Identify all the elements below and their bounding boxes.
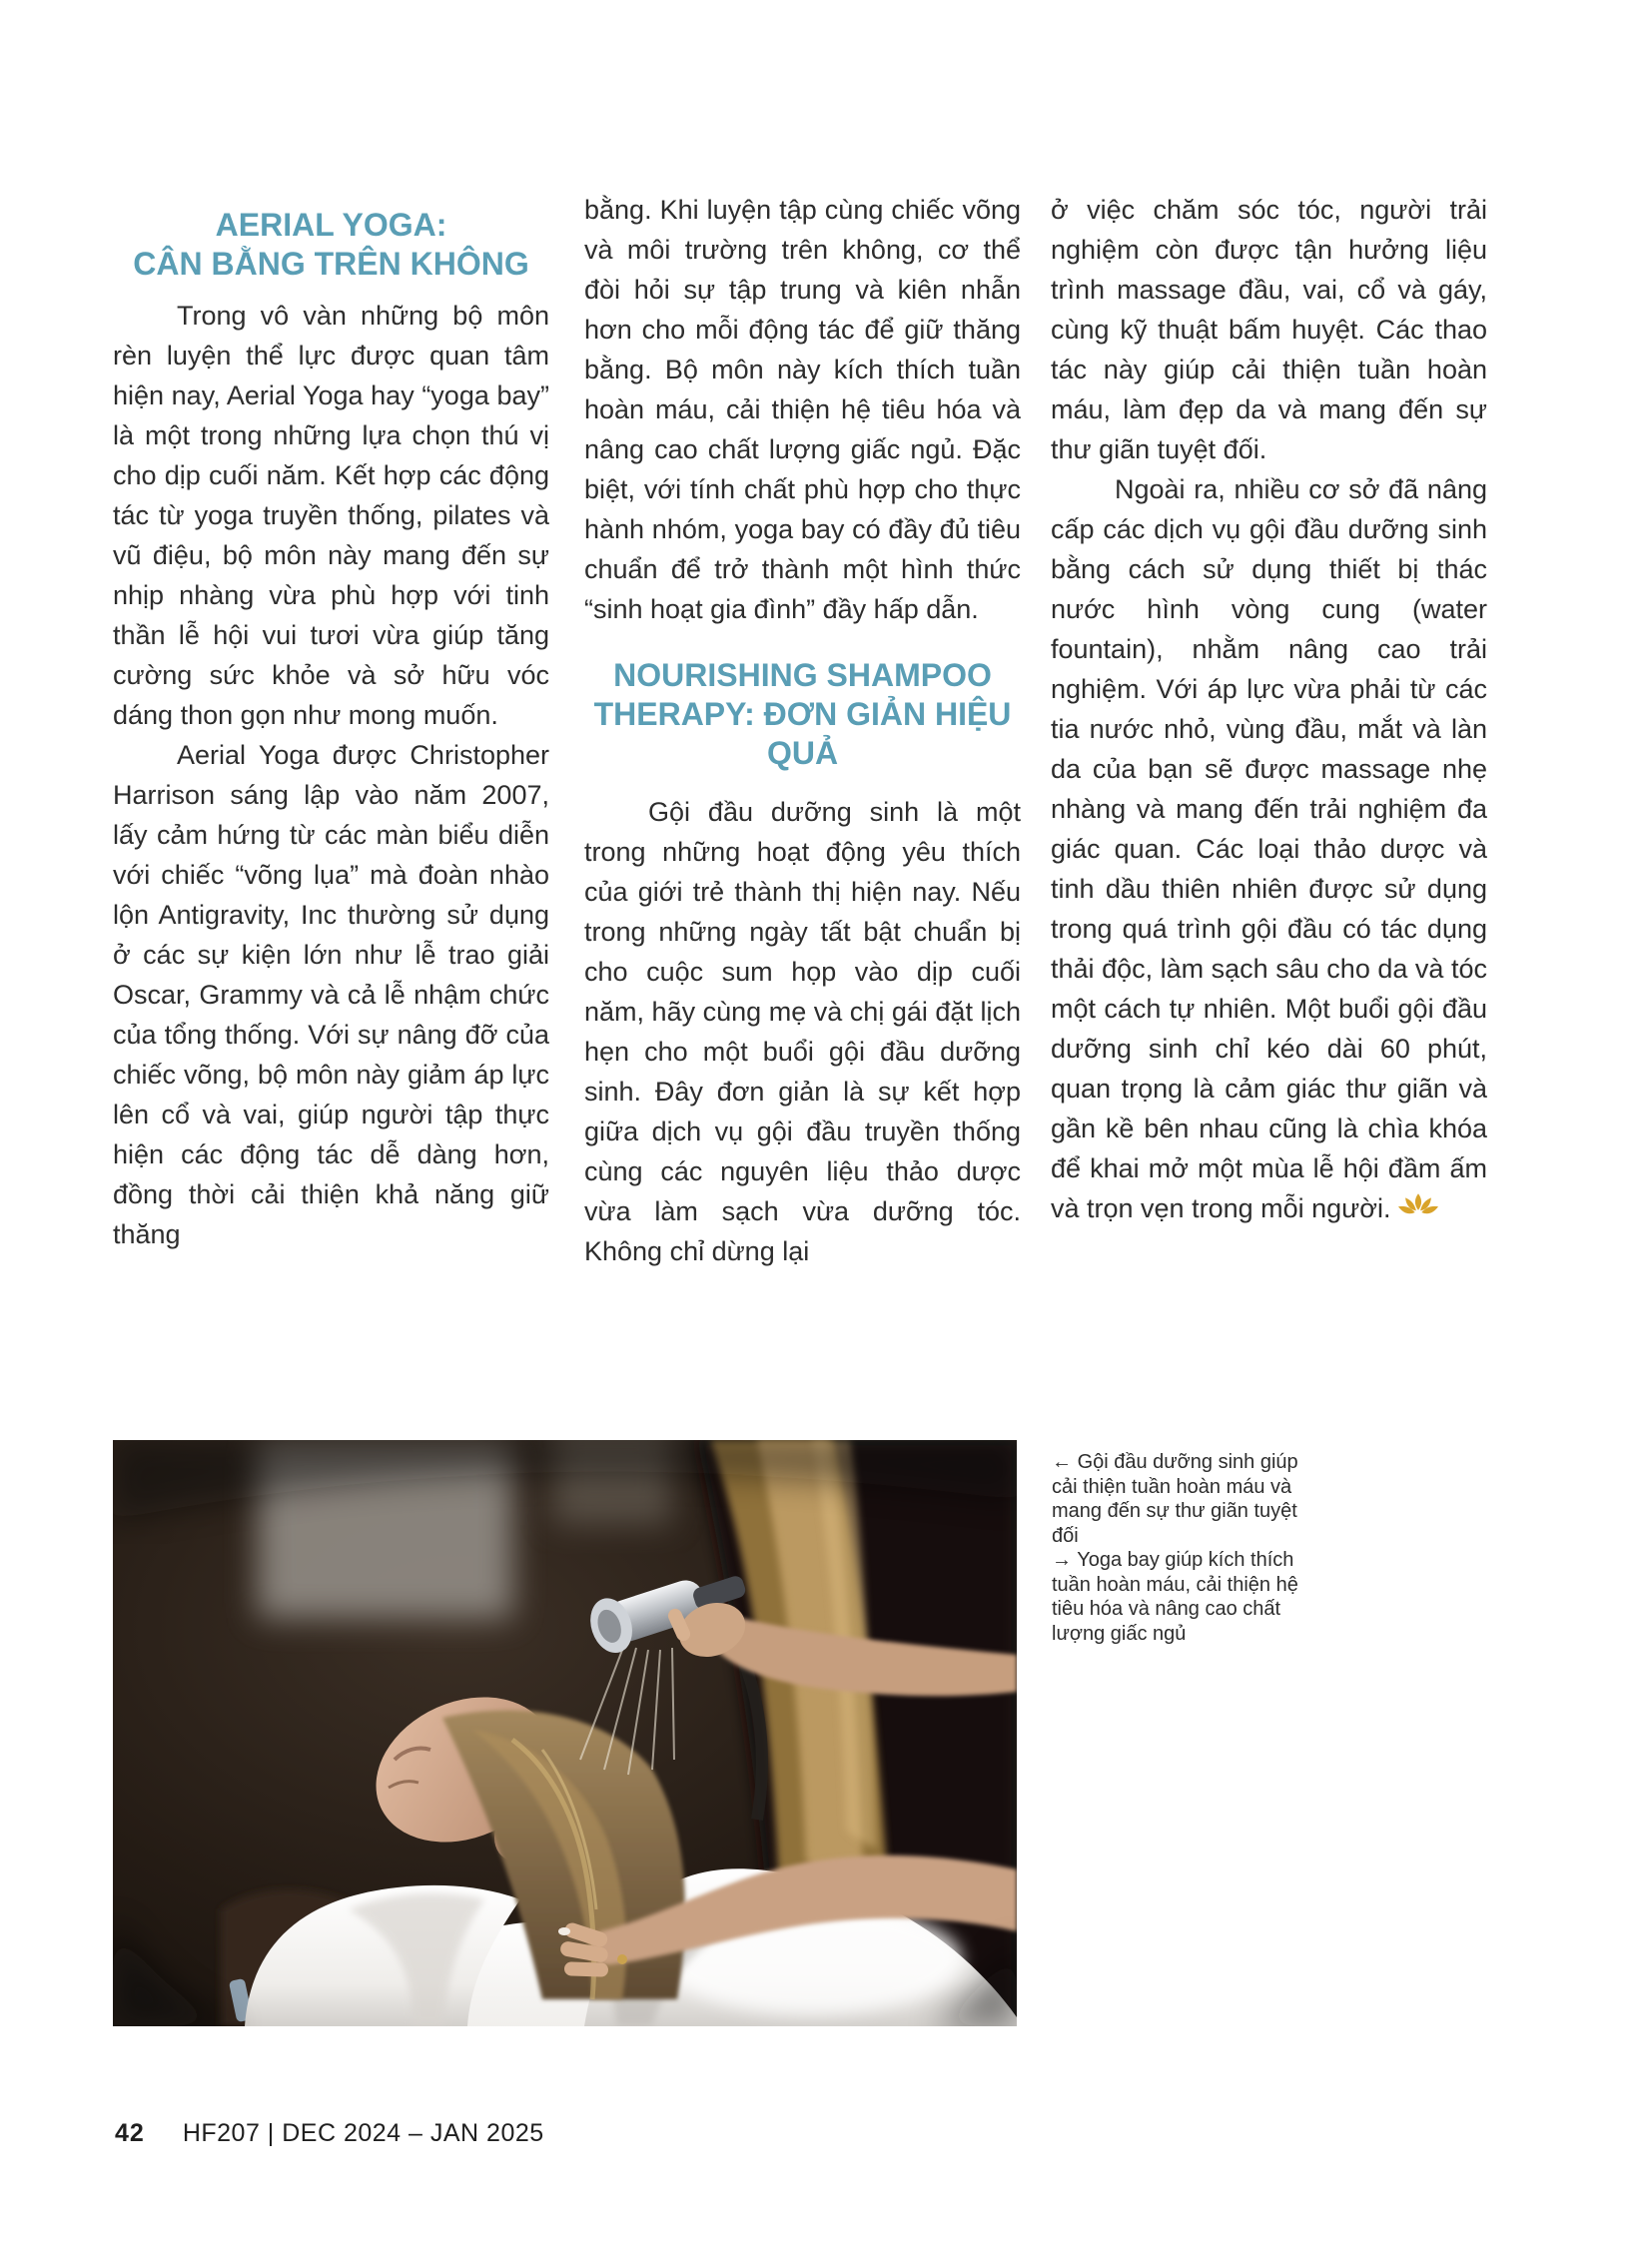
heading-line: CÂN BẰNG TRÊN KHÔNG: [133, 246, 529, 282]
left-arrow-icon: ←: [1052, 1451, 1072, 1473]
body-paragraph: Trong vô vàn những bộ môn rèn luyện thể lực được quan tâm hiện nay, Aerial Yoga hay “yoga bay” là một trong những lựa chọn thú vị cho dịp cuối năm. Kết hợp các động tác từ yoga truyền thống, pilates và vũ điệu, bộ môn này mang đến sự nhịp nhàng vừa phù hợp với tinh thần lễ hội vui tươi vừa giúp tăng cường sức khỏe và sở hữu vóc dáng thon gọn như mong muốn.: [113, 301, 549, 730]
body-paragraph: Aerial Yoga được Christopher Harrison sáng lập vào năm 2007, lấy cảm hứng từ các màn biểu diễn với chiếc “võng lụa” mà đoàn nhào lộn Antigravity, Inc thường sử dụng ở các sự kiện lớn như lễ trao giải Oscar, Grammy và cả lễ nhậm chức của tổng thống. Với sự nâng đỡ của chiếc võng, bộ môn này giảm áp lực lên cổ và vai, giúp người tập thực hiện các động tác dễ dàng hơn, đồng thời cải thiện khả năng giữ thăng: [113, 740, 549, 1249]
body-paragraph: [1051, 469, 1487, 1228]
page-footer: [115, 2119, 544, 2148]
right-arrow-icon: →: [1052, 1549, 1072, 1571]
body-paragraph: Gội đầu dưỡng sinh là một trong những hoạt động yêu thích của giới trẻ thành thị hiện nay. Nếu trong những ngày tất bật chuẩn bị cho cuộc sum họp vào dịp cuối năm, hãy cùng mẹ và chị gái đặt lịch hẹn cho một buổi gội đầu dưỡng sinh. Đây đơn giản là sự kết hợp giữa dịch vụ gội đầu truyền thống cùng các nguyên liệu thảo dược vừa làm sạch vừa dưỡng tóc. Không chỉ dừng lại: [584, 797, 1021, 1266]
section-heading-shampoo-therapy: [584, 656, 1021, 773]
body-paragraph: ở việc chăm sóc tóc, người trải nghiệm còn được tận hưởng liệu trình massage đầu, vai, cổ và gáy, cùng kỹ thuật bấm huyệt. Các thao tác này giúp cải thiện tuần hoàn máu, làm đẹp da và mang đến sự thư giãn tuyệt đối.: [1051, 195, 1487, 464]
caption-yoga: [1052, 1548, 1303, 1646]
section-heading-aerial-yoga: [113, 206, 549, 284]
body-paragraph: bằng. Khi luyện tập cùng chiếc võng và môi trường trên không, cơ thể đòi hỏi sự tập trung và kiên nhẫn hơn cho mỗi động tác để giữ thăng bằng. Bộ môn này kích thích tuần hoàn máu, cải thiện hệ tiêu hóa và nâng cao chất lượng giấc ngủ. Đặc biệt, với tính chất phù hợp cho thực hành nhóm, yoga bay có đầy đủ tiêu chuẩn để trở thành một hình thức “sinh hoạt gia đình” đầy hấp dẫn.: [584, 195, 1021, 624]
caption-text: Yoga bay giúp kích thích tuần hoàn máu, cải thiện hệ tiêu hóa và nâng cao chất lượng giấc ngủ: [1052, 1549, 1298, 1645]
page-number: 42: [115, 2119, 145, 2147]
body-paragraph-text: Ngoài ra, nhiều cơ sở đã nâng cấp các dịch vụ gội đầu dưỡng sinh bằng cách sử dụng thiết bị thác nước hình vòng cung (water fountain), nhằm nâng cao trải nghiệm. Với áp lực vừa phải từ các tia nước nhỏ, vùng đầu, mắt và làn da của bạn sẽ được massage nhẹ nhàng và mang đến trải nghiệm đa giác quan. Các loại thảo dược và tinh dầu thiên nhiên được sử dụng trong quá trình gội đầu có tác dụng thải độc, làm sạch sâu cho da và tóc một cách tự nhiên. Một buổi gội đầu dưỡng sinh chỉ kéo dài 60 phút, quan trọng là cảm giác thư giãn và gần kề bên nhau cũng là chìa khóa để khai mở một mùa lễ hội đầm ấm và trọn vẹn trong mỗi người.: [1051, 474, 1487, 1223]
article-column-3: [1051, 190, 1487, 1228]
lotus-end-icon: [1398, 1193, 1438, 1217]
article-column-1: [113, 206, 549, 1254]
article-column-2: [584, 190, 1021, 1271]
issue-info: HF207 | DEC 2024 – JAN 2025: [182, 2119, 544, 2147]
figure-captions: [1052, 1450, 1303, 1646]
caption-text: Gội đầu dưỡng sinh giúp cải thiện tuần hoàn máu và mang đến sự thư giãn tuyệt đối: [1052, 1451, 1298, 1547]
heading-line: AERIAL YOGA:: [215, 207, 447, 243]
salon-photo: [113, 1440, 1017, 2026]
caption-shampoo: [1052, 1450, 1303, 1548]
heading-line: NOURISHING SHAMPOO: [613, 657, 992, 693]
salon-photo-illustration: [113, 1440, 1017, 2026]
heading-line: THERAPY: ĐƠN GIẢN HIỆU QUẢ: [593, 696, 1012, 771]
